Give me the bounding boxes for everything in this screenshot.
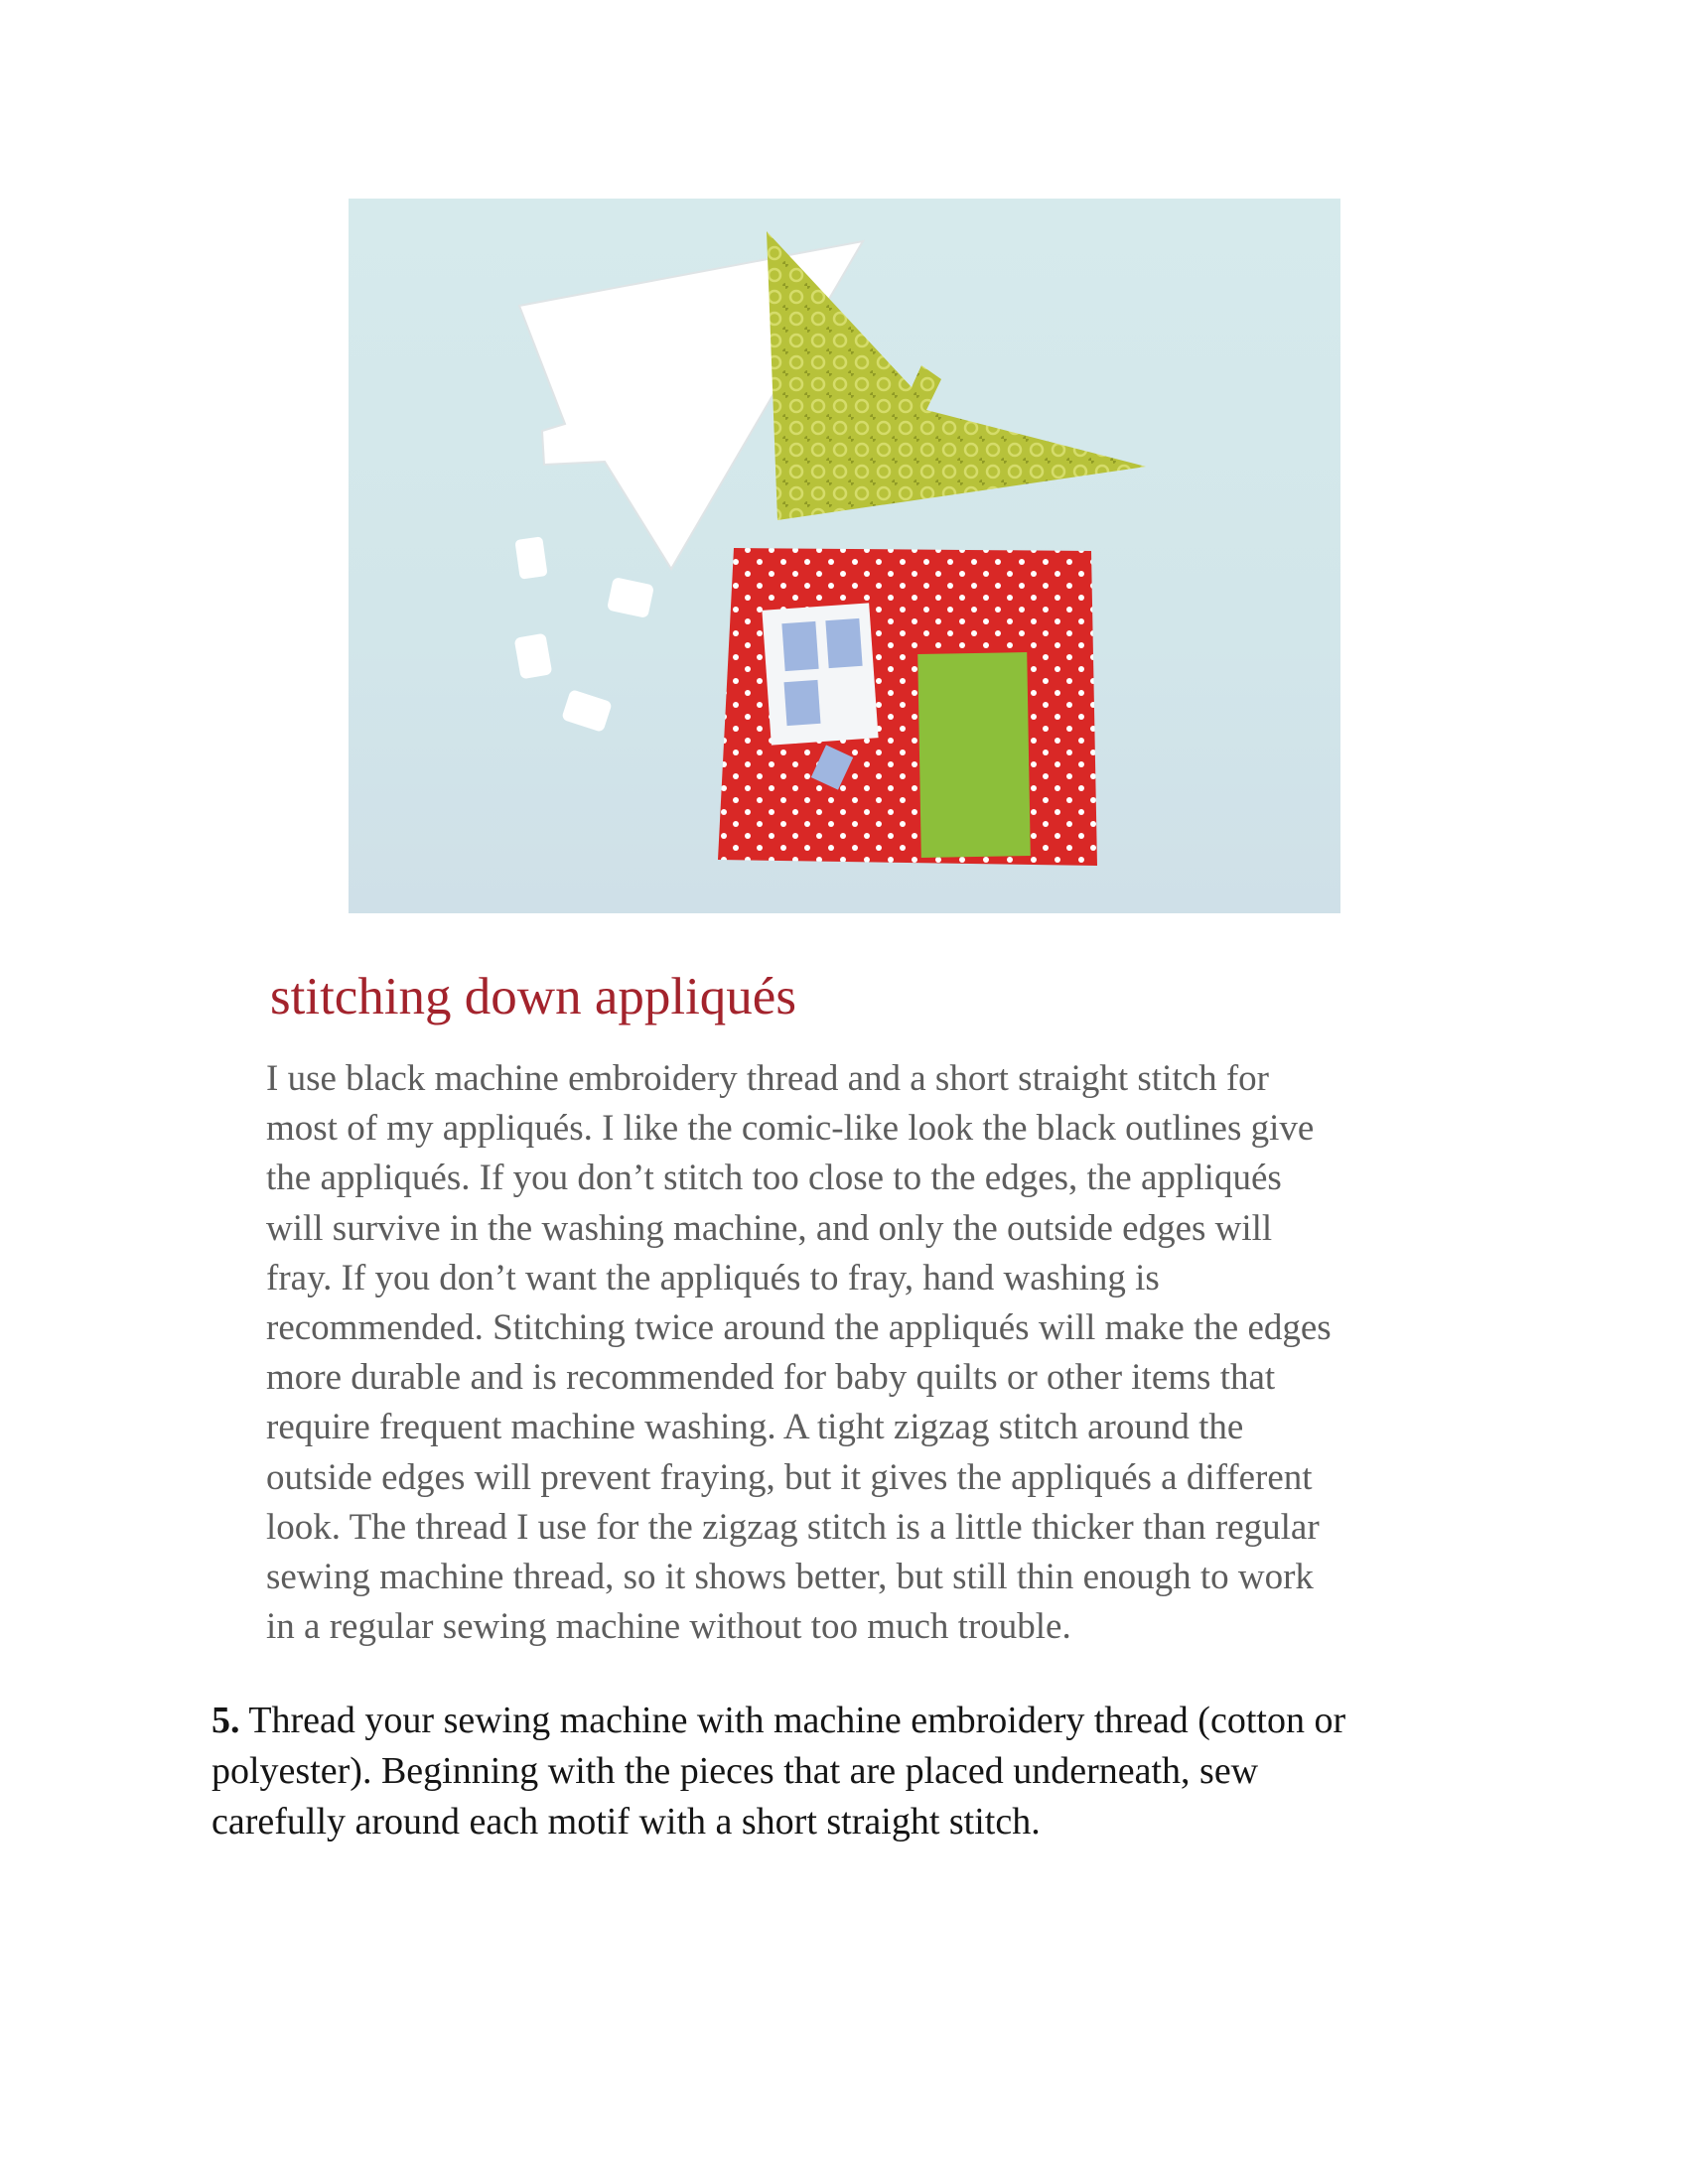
body-line: will survive in the washing machine, and only the outside edges will — [266, 1207, 1273, 1249]
body-line: look. The thread I use for the zigzag stitch is a little thicker than regular — [266, 1506, 1320, 1548]
body-paragraph — [266, 1054, 1487, 1652]
step-line: polyester). Beginning with the pieces that are placed underneath, sew — [211, 1750, 1259, 1792]
step-text: Thread your sewing machine with machine embroidery thread (cotton or — [239, 1700, 1346, 1741]
door-fabric — [917, 652, 1031, 858]
step-5 — [211, 1696, 1502, 1847]
body-line: in a regular sewing machine without too much trouble. — [266, 1606, 1071, 1648]
step-first-line — [211, 1696, 1502, 1746]
body-line: the appliqués. If you don’t stitch too close to the edges, the appliqués — [266, 1158, 1282, 1199]
applique-photo — [349, 199, 1340, 913]
body-line: sewing machine thread, so it shows better, but still thin enough to work — [266, 1557, 1314, 1598]
body-line: fray. If you don’t want the appliqués to fray, hand washing is — [266, 1257, 1160, 1298]
window-fabric — [762, 603, 878, 745]
applique-house-photo-icon — [349, 199, 1340, 913]
step-line: carefully around each motif with a short straight stitch. — [211, 1801, 1041, 1843]
body-line: more durable and is recommended for baby quilts or other items that — [266, 1357, 1276, 1399]
body-line: recommended. Stitching twice around the appliqués will make the edges — [266, 1307, 1332, 1349]
body-line: outside edges will prevent fraying, but it gives the appliqués a different — [266, 1456, 1313, 1498]
step-number: 5. — [211, 1700, 240, 1741]
section-heading: stitching down appliqués — [270, 968, 796, 1025]
body-line: most of my appliqués. I like the comic-like look the black outlines give — [266, 1108, 1315, 1150]
body-line: require frequent machine washing. A tight zigzag stitch around the — [266, 1407, 1244, 1448]
body-line: I use black machine embroidery thread and a short straight stitch for — [266, 1058, 1269, 1099]
